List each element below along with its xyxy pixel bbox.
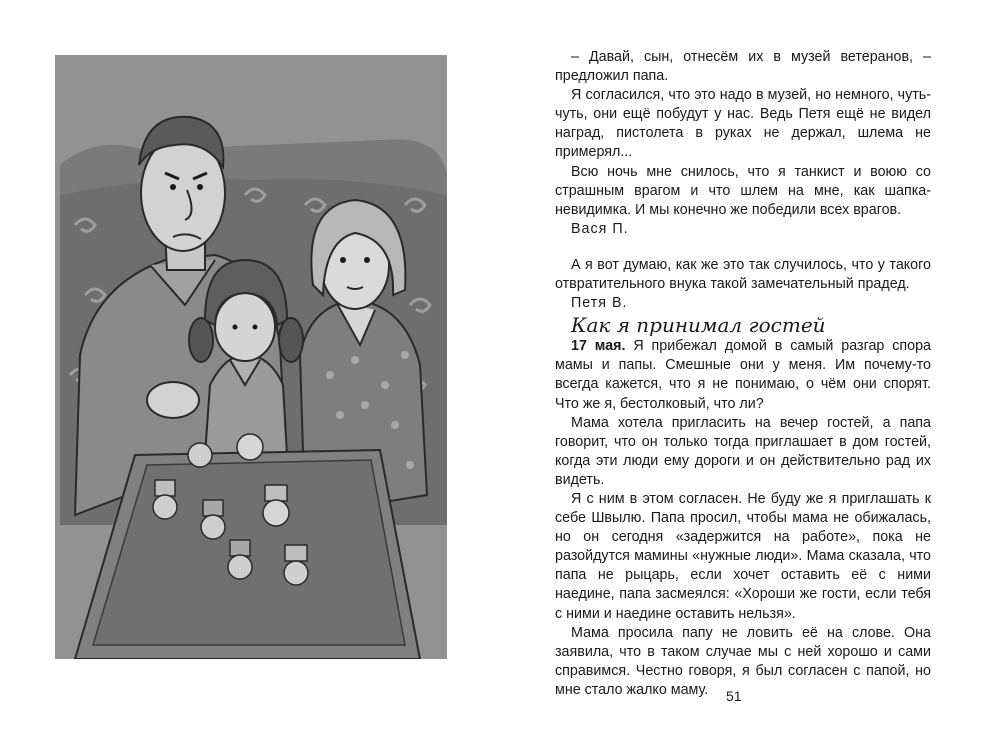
paragraph: Я согласился, что это надо в музей, но немного, чуть-чуть, они ещё побудут у нас. Ведь Петя ещё не видел наград, пистолета в руках не держал, шлема не примерял... <box>555 87 931 161</box>
signature-petya: Петя В. <box>571 295 628 312</box>
text-column <box>555 48 931 700</box>
paragraph: Мама просила папу не ловить её на слове. Она заявила, что в таком случае мы с ней хорошо и сами справимся. Честно говоря, я был согласен с папой, но мне стало жалко маму. <box>555 624 931 698</box>
illustration <box>55 55 447 659</box>
page-number: 51 <box>726 688 742 704</box>
family-with-medals-illustration <box>55 55 447 659</box>
paragraph: А я вот думаю, как же это так случилось, что у такого отвратительного внука такой замечательный прадед. <box>555 256 931 293</box>
entry-date: 17 мая. <box>571 338 626 355</box>
paragraph-text: Я прибежал домой в самый разгар спора мамы и папы. Смешные они у меня. Им почему-то всегда кажется, что я не понимаю, о чём они спорят. Что же я, бестолковый, что ли? <box>555 338 931 412</box>
section-heading: Как я принимал гостей <box>571 313 826 338</box>
paragraph: Мама хотела пригласить на вечер гостей, а папа говорит, что он только тогда приглашает в дом гостей, когда эти люди ему дороги и он действительно рад их видеть. <box>555 414 931 488</box>
paragraph: Всю ночь мне снилось, что я танкист и воюю со страшным врагом и что шлем на мне, как шапка-невидимка. И мы конечно же победили всех врагов. <box>555 163 931 218</box>
paragraph: – Давай, сын, отнесём их в музей ветеранов, – предложил папа. <box>555 49 931 85</box>
signature-vasya: Вася П. <box>571 220 629 237</box>
paragraph <box>555 337 931 413</box>
paragraph: Я с ним в этом согласен. Не буду же я приглашать к себе Швылю. Папа просил, чтобы мама не обижалась, но он сегодня «задержится на работе», пока не разойдутся мамины «нужные люди». Мама сказала, что папа не рыцарь, если хочет оставить её с ними наедине, папа засмеялся: «Хороши же гости, если тебя с ними и наедине оставить нельзя». <box>555 490 931 622</box>
